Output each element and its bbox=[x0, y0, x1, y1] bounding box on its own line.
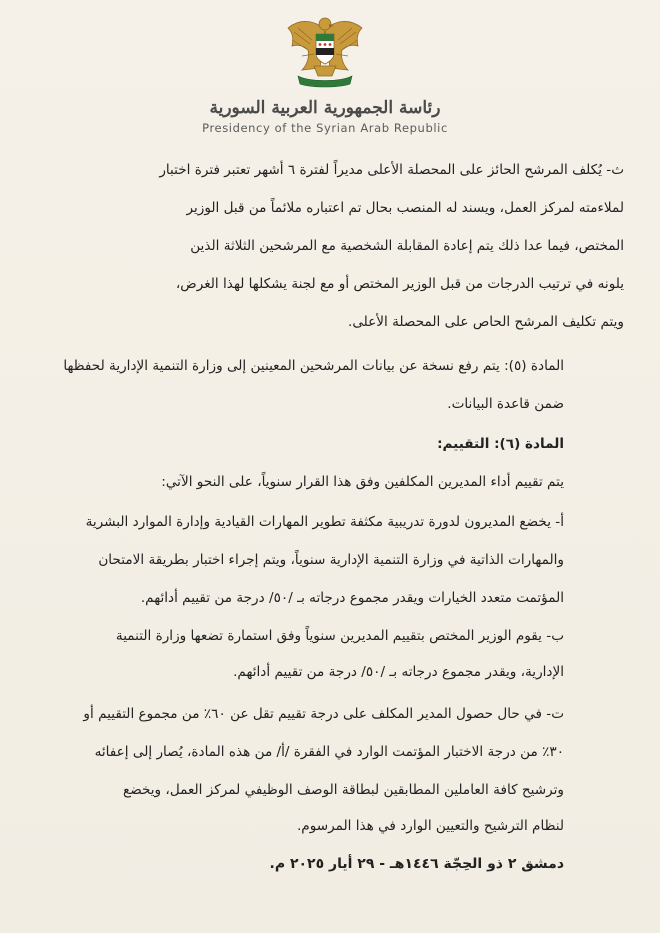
header-title-arabic: رئاسة الجمهورية العربية السورية bbox=[209, 98, 441, 118]
article-5-line: المادة (٥): يتم رفع نسخة عن بيانات المرشحين المعينين إلى وزارة التنمية الإدارية لحفظها bbox=[63, 358, 564, 374]
text-line: ويتم تكليف المرشح الحاص على المحصلة الأعلى. bbox=[348, 314, 624, 330]
text-line: ٣٠٪ من درجة الاختبار المؤتمت الوارد في الفقرة /أ/ من هذه المادة، يُصار إلى إعفائه bbox=[94, 744, 564, 760]
text-line: وترشيح كافة العاملين المطابقين لبطاقة الوصف الوظيفي لمركز العمل، ويخضع bbox=[122, 782, 564, 798]
eagle-emblem-icon bbox=[280, 10, 370, 90]
header-title-english: Presidency of the Syrian Arab Republic bbox=[202, 121, 448, 135]
item-t-line: ت- في حال حصول المدير المكلف على درجة تقييم تقل عن ٦٠٪ من مجموع التقييم أو bbox=[83, 706, 564, 722]
text-line: الإدارية، ويقدر مجموع درجاته بـ /٥٠/ درجة من تقييم أدائهم. bbox=[233, 664, 564, 680]
text-line: يلونه في ترتيب الدرجات من قبل الوزير المختص أو مع لجنة يشكلها لهذا الغرض، bbox=[175, 276, 624, 292]
text-line: يتم تقييم أداء المديرين المكلفين وفق هذا القرار سنوياً، على النحو الآتي: bbox=[161, 474, 564, 490]
text-line: لنظام الترشيح والتعيين الوارد في هذا المرسوم. bbox=[296, 818, 564, 834]
item-b-line: ب- يقوم الوزير المختص بتقييم المديرين سنوياً وفق استمارة تضعها وزارة التنمية bbox=[115, 628, 564, 644]
item-a-line: أ- يخضع المديرون لدورة تدريبية مكثفة تطوير المهارات القيادية وإدارة الموارد البشرية bbox=[85, 514, 564, 530]
text-line: ضمن قاعدة البيانات. bbox=[447, 396, 564, 412]
text-line: والمهارات الذاتية في وزارة التنمية الإدارية سنوياً، ويتم إجراء اختبار بطريقة الامتحان bbox=[98, 552, 564, 568]
text-line: ث- يُكلف المرشح الحائز على المحصلة الأعلى مديراً لفترة ٦ أشهر تعتبر فترة اختبار bbox=[159, 162, 624, 178]
text-line: المؤتمت متعدد الخيارات ويقدر مجموع درجاته بـ /٥٠/ درجة من تقييم أدائهم. bbox=[140, 590, 564, 606]
text-line: لملاءمته لمركز العمل، ويسند له المنصب بحال تم اعتباره ملائماً من قبل الوزير bbox=[186, 200, 624, 216]
article-6-heading: المادة (٦): التقييم: bbox=[437, 436, 564, 452]
document-date: دمشق ٢ ذو الحِجّة ١٤٤٦هـ - ٢٩ أيار ٢٠٢٥ م. bbox=[269, 856, 564, 872]
text-line: المختص، فيما عدا ذلك يتم إعادة المقابلة الشخصية مع المرشحين الثلاثة الذين bbox=[190, 238, 624, 254]
